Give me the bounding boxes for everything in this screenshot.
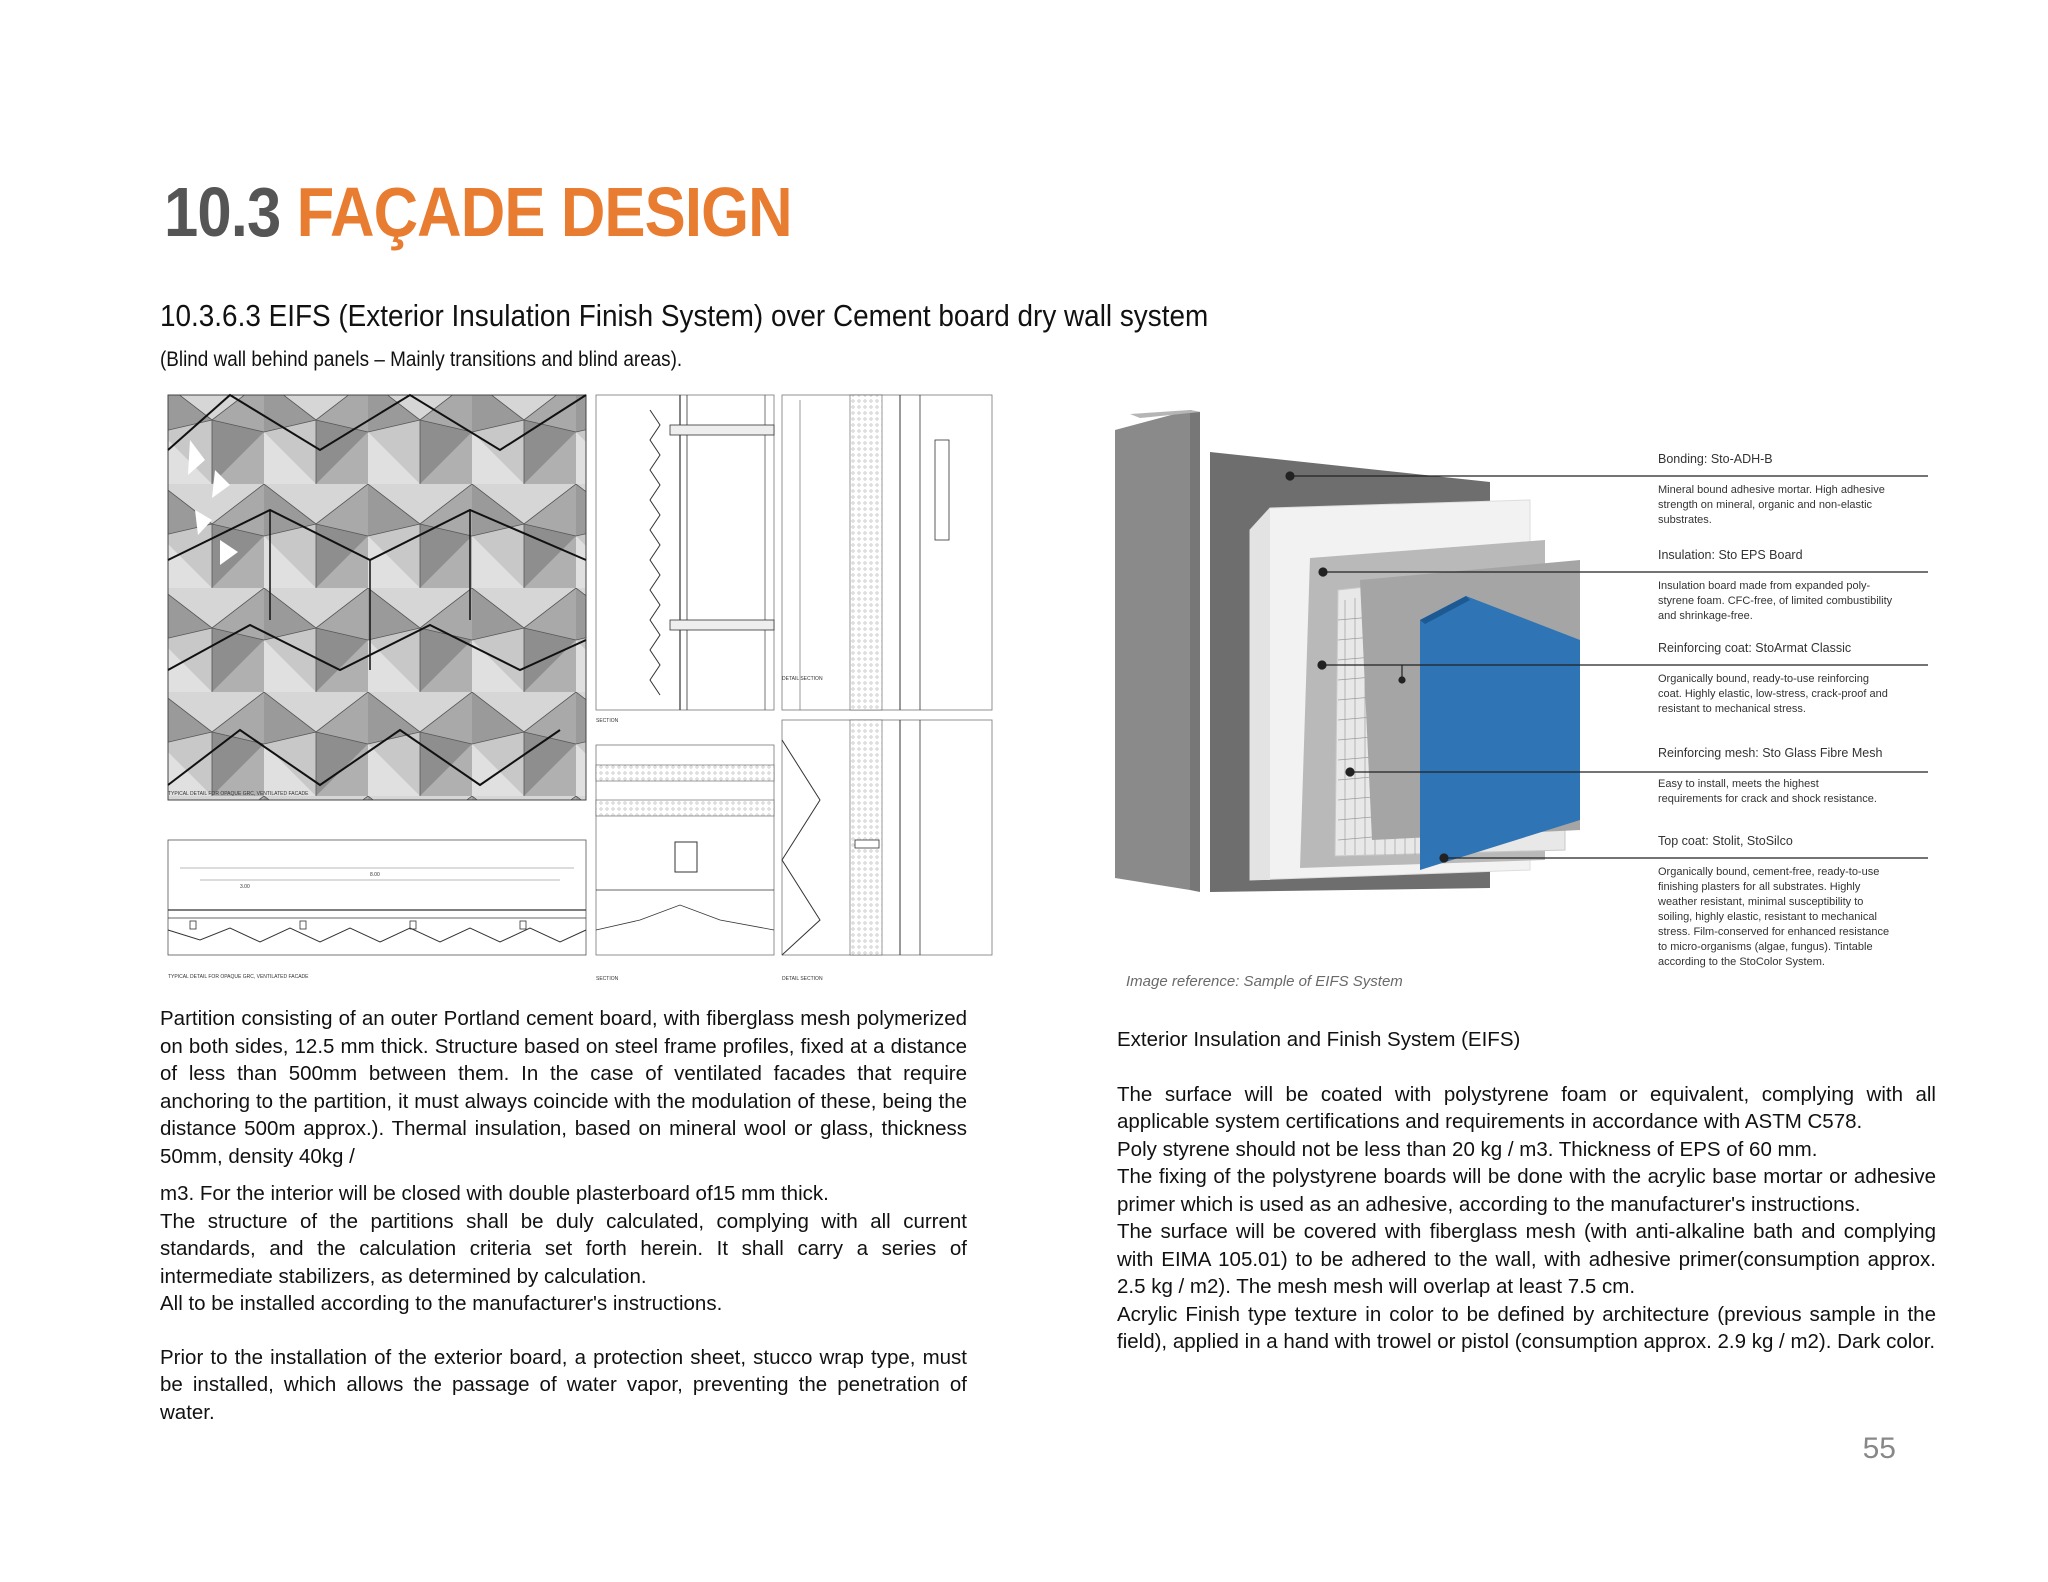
label-detail-section-1: DETAIL SECTION	[782, 676, 823, 682]
label-section-2: SECTION	[596, 976, 619, 982]
eifs-label-1-desc-3: substrates.	[1658, 514, 1712, 526]
eifs-label-5-title: Top coat: Stolit, StoSilco	[1658, 834, 1793, 848]
left-paragraph-2: m3. For the interior will be closed with double plasterboard of15 mm thick.	[160, 1182, 829, 1205]
left-paragraph-1: Partition consisting of an outer Portland cement board, with fiberglass mesh polymerized on both sides, 12.5 mm thick. Structure based on steel frame profiles, fixed at a distance of less than 500mm between them. In the case of ventilated facades that require anchoring to the partition, it must always coincide with the modulation of these, being the distance 500m approx.). Thermal insulation, based on mineral wool or glass, thickness 50mm, density 40kg /	[160, 1007, 967, 1168]
eifs-label-1-desc-1: Mineral bound adhesive mortar. High adhesive	[1658, 484, 1885, 496]
label-typical-detail-2: TYPICAL DETAIL FOR OPAQUE GRC, VENTILATED FACADE	[168, 974, 309, 980]
eifs-system-diagram	[1110, 400, 1940, 975]
left-paragraph-5: Prior to the installation of the exterior board, a protection sheet, stucco wrap type, must be installed, which allows the passage of water vapor, preventing the penetration of water.	[160, 1345, 967, 1424]
elevation-drawing	[168, 395, 586, 800]
section-drawing-top	[596, 395, 774, 724]
section-title: FAÇADE DESIGN	[296, 173, 792, 251]
page-number: 55	[1862, 1432, 1896, 1465]
left-paragraph-4: All to be installed according to the manufacturer's instructions.	[160, 1292, 723, 1315]
right-paragraph-4: The surface will be covered with fiberglass mesh (with anti-alkaline bath and complying with EIMA 105.01) to be adhered to the wall, with adhesive primer(consumption approx. 2.5 kg / m2). The mesh mesh will overlap at least 7.5 cm.	[1117, 1220, 1936, 1298]
technical-drawing-sheet	[160, 380, 1000, 985]
eifs-label-4-title: Reinforcing mesh: Sto Glass Fibre Mesh	[1658, 746, 1883, 760]
eifs-label-5-desc-6: to micro-organisms (algae, fungus). Tintable	[1658, 941, 1873, 953]
dim-label-1: 8.00	[370, 872, 380, 878]
image-caption: Image reference: Sample of EIFS System	[1126, 973, 1403, 990]
subnote: (Blind wall behind panels – Mainly transitions and blind areas).	[160, 348, 683, 371]
eifs-label-3-title: Reinforcing coat: StoArmat Classic	[1658, 641, 1852, 655]
left-body-text	[160, 1005, 967, 1426]
eifs-label-5-desc-2: finishing plasters for all substrates. Highly	[1658, 881, 1861, 893]
eifs-label-5-desc-7: according to the StoColor System.	[1658, 956, 1825, 968]
eifs-label-5-desc-5: stress. Film-conserved for enhanced resistance	[1658, 926, 1890, 938]
eifs-label-3-desc-1: Organically bound, ready-to-use reinforcing	[1658, 673, 1869, 685]
left-paragraph-3: The structure of the partitions shall be duly calculated, complying with all current standards, and the calculation criteria set forth herein. It shall carry a series of intermediate stabilizers, as determined by calculation.	[160, 1209, 967, 1288]
eifs-label-3-desc-2: coat. Highly elastic, low-stress, crack-proof and	[1658, 688, 1888, 700]
label-section-1: SECTION	[596, 718, 619, 724]
eifs-label-3-desc-3: resistant to mechanical stress.	[1658, 703, 1806, 715]
eifs-label-5-desc-1: Organically bound, cement-free, ready-to-use	[1658, 866, 1880, 878]
page-title	[164, 172, 792, 252]
eifs-label-2-title: Insulation: Sto EPS Board	[1658, 548, 1803, 562]
subheading: 10.3.6.3 EIFS (Exterior Insulation Finish System) over Cement board dry wall system	[160, 298, 1209, 333]
section-drawing-bottom	[596, 745, 774, 982]
plan-drawing	[168, 840, 586, 980]
detail-section-drawing-bottom	[782, 720, 992, 982]
right-body-text	[1117, 1026, 1936, 1356]
eifs-label-2-desc-1: Insulation board made from expanded poly-	[1658, 580, 1871, 592]
right-paragraph-5: Acrylic Finish type texture in color to be defined by architecture (previous sample in the field), applied in a hand with trowel or pistol (consumption approx. 2.9 kg / m2). Dark color.	[1117, 1302, 1936, 1353]
eifs-label-1-title: Bonding: Sto-ADH-B	[1658, 452, 1773, 466]
eifs-label-2-desc-2: styrene foam. CFC-free, of limited combustibility	[1658, 595, 1893, 607]
eifs-label-2-desc-3: and shrinkage-free.	[1658, 610, 1753, 622]
label-typical-detail-1: TYPICAL DETAIL FOR OPAQUE GRC, VENTILATED FACADE	[168, 791, 309, 797]
eifs-label-1-desc-2: strength on mineral, organic and non-elastic	[1658, 499, 1873, 511]
eifs-label-5-desc-4: soiling, highly elastic, resistant to mechanical	[1658, 911, 1877, 923]
right-paragraph-2: Poly styrene should not be less than 20 kg / m3. Thickness of EPS of 60 mm.	[1117, 1137, 1818, 1161]
eifs-label-4-desc-2: requirements for crack and shock resistance.	[1658, 793, 1877, 805]
dim-label-2: 3.00	[240, 884, 250, 890]
detail-section-drawing-top	[782, 395, 992, 710]
eifs-label-5-desc-3: weather resistant, minimal susceptibility to	[1658, 896, 1864, 908]
right-paragraph-3: The fixing of the polystyrene boards will be done with the acrylic base mortar or adhesive primer which is used as an adhesive, according to the manufacturer's instructions.	[1117, 1165, 1936, 1216]
section-number: 10.3	[164, 173, 281, 251]
right-paragraph-1: The surface will be coated with polystyrene foam or equivalent, complying with all applicable system certifications and requirements in accordance with ASTM C578.	[1117, 1082, 1936, 1133]
eifs-label-4-desc-1: Easy to install, meets the highest	[1658, 778, 1819, 790]
label-detail-section-2: DETAIL SECTION	[782, 976, 823, 982]
right-text-title: Exterior Insulation and Finish System (EIFS)	[1117, 1028, 1521, 1051]
